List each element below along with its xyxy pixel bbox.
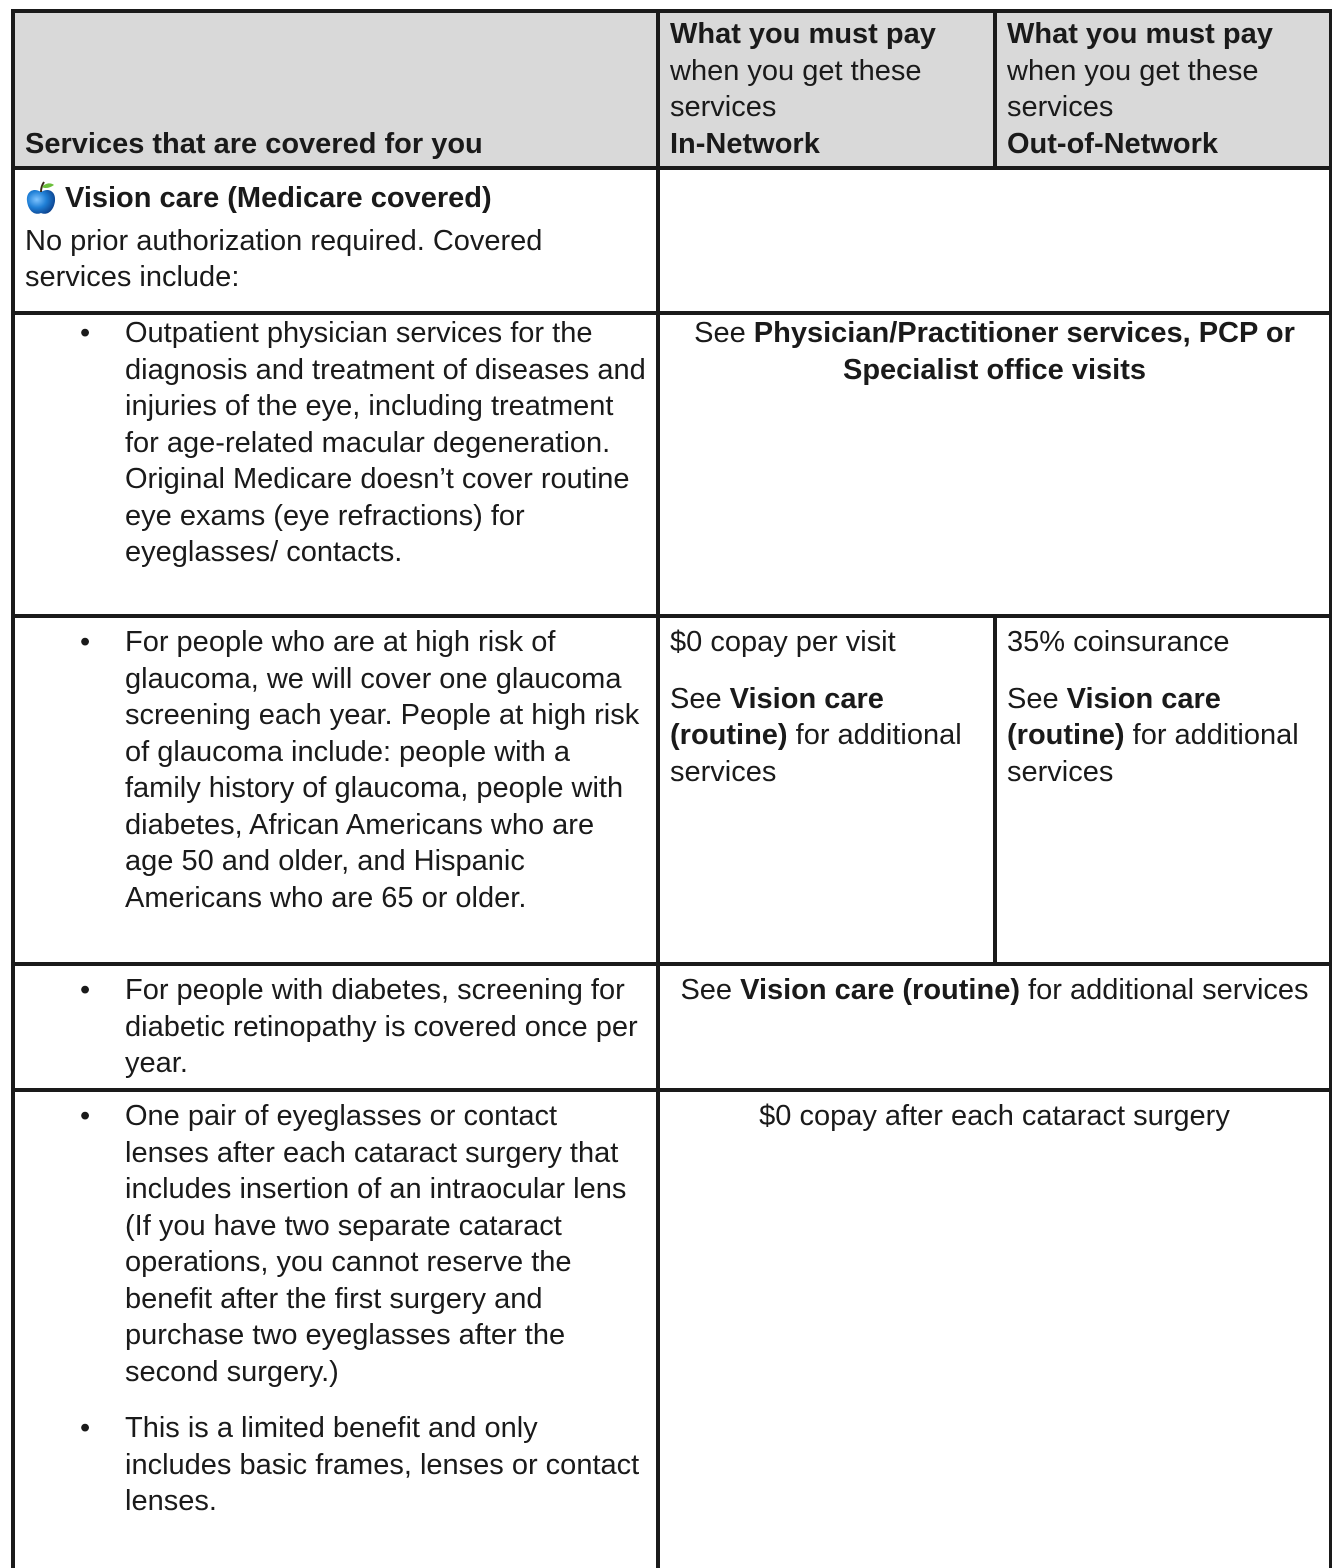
header-out-network-desc: when you get these services xyxy=(1007,54,1259,123)
list-item: • For people with diabetes, screening for diabetic retinopathy is covered once per year. xyxy=(80,974,638,1079)
section-note: No prior authorization required. Covered services include: xyxy=(25,224,543,293)
row2-out-see: See Vision care (routine) for additional services xyxy=(1007,682,1299,788)
section-row xyxy=(13,168,1331,313)
row2-in-cost: $0 copay per visit xyxy=(670,626,896,658)
row4-pay-text: $0 copay after each cataract surgery xyxy=(759,1100,1230,1132)
row2-out-cost: 35% coinsurance xyxy=(1007,626,1230,658)
table-row xyxy=(13,964,1331,1090)
list-item: • Outpatient physician services for the diagnosis and treatment of diseases and injuries of the eye, including treatment for age-related macular degeneration. Original Medicare doesn’t cover routine eye exams (eye refractions) for eyeglasses/ contacts. xyxy=(80,317,646,568)
section-title-text: Vision care (Medicare covered) xyxy=(65,182,492,214)
header-in-network-desc: when you get these services xyxy=(670,54,922,123)
apple-icon xyxy=(25,180,57,216)
row3-service xyxy=(13,964,658,1090)
benefits-table xyxy=(11,9,1332,1568)
header-out-of-network xyxy=(995,11,1331,168)
row2-out-network xyxy=(995,616,1331,964)
row3-pay: See Vision care (routine) for additional services xyxy=(658,964,1331,1090)
row1-pay-bold: Physician/Practitioner services, PCP or Specialist office visits xyxy=(753,317,1295,386)
row3-bullet-text: For people with diabetes, screening for diabetic retinopathy is covered once per year. xyxy=(125,974,638,1079)
row2-in-see: See Vision care (routine) for additional services xyxy=(670,682,962,788)
section-cell xyxy=(13,168,658,313)
section-title xyxy=(25,180,646,217)
table-row xyxy=(13,616,1331,964)
table-header-row xyxy=(13,11,1331,168)
header-in-network xyxy=(658,11,995,168)
row4-bullet1-text: One pair of eyeglasses or contact lenses after each cataract surgery that includes insertion of an intraocular lens (If you have two separate cataract operations, you cannot reserve the benefit after the first surgery and purchase two eyeglasses after the second surgery.) xyxy=(125,1100,627,1388)
header-in-network-title: What you must pay xyxy=(670,18,936,50)
row4-pay xyxy=(658,1090,1331,1568)
row1-pay xyxy=(658,313,1331,616)
row1-pay-pre: See xyxy=(694,317,754,349)
header-in-network-label: In-Network xyxy=(670,127,820,160)
row2-service xyxy=(13,616,658,964)
row4-bullet2-text: This is a limited benefit and only includes basic frames, lenses or contact lenses. xyxy=(125,1412,640,1517)
row1-service xyxy=(13,313,658,616)
header-out-network-title: What you must pay xyxy=(1007,18,1273,50)
list-item: • For people who are at high risk of glaucoma, we will cover one glaucoma screening each year. People at high risk of glaucoma include: people with a family history of glaucoma, people with diabetes, African Americans who are age 50 and older, and Hispanic Americans who are 65 or older. xyxy=(80,626,640,914)
row3-pay-bold: Vision care (routine) xyxy=(740,974,1020,1006)
row4-service xyxy=(13,1090,658,1568)
row2-bullet-text: For people who are at high risk of glaucoma, we will cover one glaucoma screening each year. People at high risk of glaucoma include: people with a family history of glaucoma, people with diabetes, African Americans who are age 50 and older, and Hispanic Americans who are 65 or older. xyxy=(125,626,640,914)
row2-in-network xyxy=(658,616,995,964)
row1-bullet-text: Outpatient physician services for the diagnosis and treatment of diseases and injuries of the eye, including treatment for age-related macular degeneration. Original Medicare doesn’t cover routine eye exams (eye refractions) for eyeglasses/ contacts. xyxy=(125,317,646,568)
header-services-label: Services that are covered for you xyxy=(25,127,483,160)
list-item: • This is a limited benefit and only includes basic frames, lenses or contact lenses. xyxy=(80,1412,640,1517)
header-out-network-label: Out-of-Network xyxy=(1007,127,1219,160)
table-row xyxy=(13,1090,1331,1568)
table-row xyxy=(13,313,1331,616)
section-empty-cell xyxy=(658,168,1331,313)
list-item: • One pair of eyeglasses or contact lenses after each cataract surgery that includes insertion of an intraocular lens (If you have two separate cataract operations, you cannot reserve the benefit after the first surgery and purchase two eyeglasses after the second surgery.) xyxy=(80,1100,627,1388)
header-services xyxy=(13,11,658,168)
